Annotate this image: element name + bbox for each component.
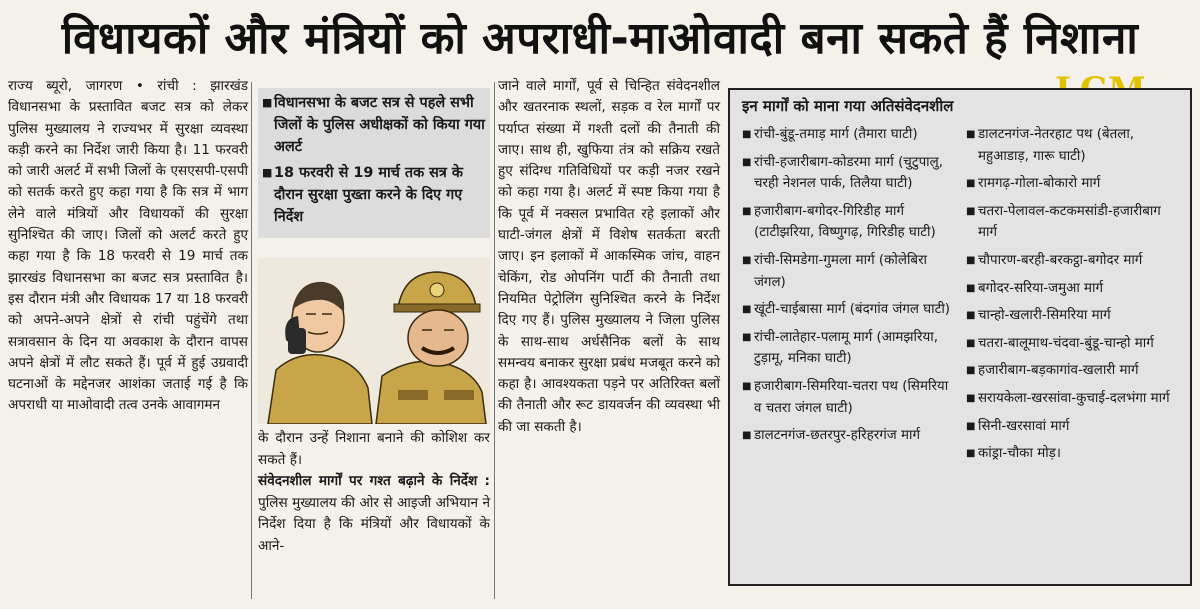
route-text: हजारीबाग-बड़कागांव-खलारी मार्ग bbox=[978, 363, 1139, 379]
route-text: कांड्रा-चौका मोड़। bbox=[978, 446, 1061, 462]
bullet-icon: ■ bbox=[742, 254, 752, 266]
route-text: चान्हो-खलारी-सिमरिया मार्ग bbox=[978, 308, 1111, 324]
bullet-icon: ■ bbox=[966, 254, 976, 266]
routes-list-right bbox=[966, 124, 1182, 471]
route-item bbox=[966, 388, 1182, 410]
column-rule bbox=[251, 82, 252, 599]
bullet-icon: ■ bbox=[966, 365, 976, 377]
sensitive-routes-box bbox=[728, 88, 1192, 586]
article-text: झारखंड विधानसभा के प्रस्तावित बजट सत्र को लेकर पुलिस मुख्यालय ने राज्यभर में सुरक्षा व्यवस्था कड़ी करने का निर्देश जारी किया है। 11 फरवरी को जारी अलर्ट में सभी जिलों के एसएसपी-एसपी को सतर्क करते हुए कहा गया है कि सत्र में भाग लेने वाले मंत्रियों और विधायकों की सुरक्षा सुनिश्चित की जाए। जिलों को अलर्ट करते हुए कहा गया है कि 18 फरवरी से 19 मार्च तक झारखंड विधानसभा का बजट सत्र प्रस्तावित है। इस दौरान मंत्री और विधायक 17 या 18 फरवरी को अपने-अपने क्षेत्रों से रांची पहुंचेंगे तथा सत्रावसान के दिन या अवकाश के दौरान वापस अपने क्षेत्रों में लौट सकते हैं। पूर्व में हुई उग्रवादी घटनाओं के मद्देनजर आशंका जताई गई है कि अपराधी या माओवादी तत्व उनके आवागमन bbox=[8, 78, 248, 414]
route-item bbox=[742, 327, 958, 370]
bullet-icon: ■ bbox=[742, 205, 752, 217]
highlight-text: 18 फरवरी से 19 मार्च तक सत्र के दौरान सुरक्षा पुख्ता करने के दिए गए निर्देश bbox=[274, 165, 463, 225]
article-text: पुलिस मुख्यालय की ओर से आइजी अभियान ने निर्देश दिया है कि मंत्रियों और विधायकों के आने- bbox=[258, 494, 490, 554]
bullet-icon: ■ bbox=[966, 282, 976, 294]
route-item bbox=[966, 416, 1182, 438]
headline: विधायकों और मंत्रियों को अपराधी-माओवादी बना सकते हैं निशाना bbox=[61, 13, 1139, 64]
route-item bbox=[966, 443, 1182, 465]
bullet-icon: ■ bbox=[966, 178, 976, 190]
byline: राज्य ब्यूरो, जागरण • रांची : bbox=[8, 78, 211, 94]
route-item bbox=[966, 360, 1182, 382]
article-column-1 bbox=[8, 76, 248, 603]
article-column-2 bbox=[258, 428, 490, 557]
bullet-icon: ■ bbox=[966, 337, 976, 349]
bullet-icon: ■ bbox=[742, 304, 752, 316]
police-officers-illustration-icon bbox=[258, 258, 490, 424]
route-item bbox=[966, 250, 1182, 272]
route-item bbox=[742, 425, 958, 447]
bullet-icon: ■ bbox=[742, 331, 752, 343]
route-text: खूंटी-चाईबासा मार्ग (बंदगांव जंगल घाटी) bbox=[754, 302, 951, 318]
route-text: हजारीबाग-सिमरिया-चतरा पथ (सिमरिया व चतरा जंगल घाटी) bbox=[754, 378, 949, 416]
route-text: चौपारण-बरही-बरकट्ठा-बगोदर मार्ग bbox=[978, 252, 1143, 268]
route-item bbox=[742, 124, 958, 146]
bullet-icon: ■ bbox=[742, 430, 752, 442]
article-body-1 bbox=[8, 76, 248, 417]
route-text: रांची-बुंडू-तमाड़ मार्ग (तैमारा घाटी) bbox=[754, 127, 918, 142]
route-text: रांची-सिमडेगा-गुमला मार्ग (कोलेबिरा जंगल) bbox=[754, 252, 928, 290]
column-rule bbox=[494, 82, 495, 599]
highlight-text: विधानसभा के बजट सत्र से पहले सभी जिलों के पुलिस अधीक्षकों को किया गया अलर्ट bbox=[274, 95, 485, 155]
route-text: हजारीबाग-बगोदर-गिरिडीह मार्ग (टाटीझरिया, विष्णुगढ़, गिरिडीह घाटी) bbox=[754, 203, 936, 241]
highlight-item bbox=[262, 92, 486, 158]
subhead: संवेदनशील मार्गों पर गश्त बढ़ाने के निर्देश : bbox=[258, 473, 490, 489]
route-text: बगोदर-सरिया-जमुआ मार्ग bbox=[978, 280, 1104, 296]
route-item bbox=[966, 201, 1182, 244]
routes-list-left bbox=[742, 124, 958, 453]
route-item bbox=[966, 305, 1182, 327]
bullet-icon: ■ bbox=[742, 129, 752, 140]
bullet-icon: ■ bbox=[262, 96, 273, 109]
bullet-icon: ■ bbox=[742, 156, 752, 168]
route-item bbox=[966, 333, 1182, 355]
route-text: रामगढ़-गोला-बोकारो मार्ग bbox=[978, 176, 1101, 192]
police-illustration bbox=[258, 258, 490, 424]
bullet-icon: ■ bbox=[966, 420, 976, 432]
article-body-2: के दौरान उन्हें निशाना बनाने की कोशिश कर सकते हैं। bbox=[258, 430, 490, 468]
article-column-3 bbox=[498, 76, 720, 603]
box-title: इन मार्गों को माना गया अतिसंवेदनशील bbox=[742, 97, 954, 115]
route-item bbox=[966, 124, 1182, 167]
route-text: चतरा-बालूमाथ-चंदवा-बुंडू-चान्हो मार्ग bbox=[978, 335, 1154, 351]
highlights-box bbox=[258, 88, 490, 238]
article-body-3: जाने वाले मार्गों, पूर्व से चिन्हित संवेदनशील और खतरनाक स्थलों, सड़क व रेल मार्गों पर पर्याप्त संख्या में गश्ती दलों की तैनाती की जाए। साथ ही, खुफिया तंत्र को सक्रिय रखते हुए संदिग्ध गतिविधियों पर कड़ी नजर रखने को कहा गया है। अलर्ट में स्पष्ट किया गया है कि पूर्व में नक्सल प्रभावित रहे इलाकों और घाटी-जंगल क्षेत्रों में विशेष सतर्कता बरती जाए। इन इलाकों में आकस्मिक जांच, वाहन चेकिंग, रोड ओपनिंग पार्टी की तैनाती तथा नियमित पेट्रोलिंग सुनिश्चित करने के निर्देश दिए गए हैं। पुलिस मुख्यालय ने जिला पुलिस के साथ-साथ अर्धसैनिक बलों के साथ समन्वय बनाकर सुरक्षा प्रबंध मजबूत करने को कहा है। आवश्यकता पड़ने पर अतिरिक्त बलों की तैनाती और रूट डायवर्जन की व्यवस्था भी की जा सकती है। bbox=[498, 78, 720, 435]
route-text: सिनी-खरसावां मार्ग bbox=[978, 418, 1070, 434]
bullet-icon: ■ bbox=[966, 310, 976, 322]
route-text: डालटनगंज-नेतरहाट पथ (बेतला, महुआडाड़, गारू घाटी) bbox=[978, 127, 1135, 164]
route-text: सरायकेला-खरसांवा-कुचाई-दलभंगा मार्ग bbox=[978, 390, 1170, 406]
route-text: रांची-लातेहार-पलामू मार्ग (आमझरिया, टुड़ामू, मनिका घाटी) bbox=[754, 329, 938, 367]
bullet-icon: ■ bbox=[966, 392, 976, 404]
bullet-icon: ■ bbox=[966, 205, 976, 217]
route-item bbox=[742, 376, 958, 419]
route-item bbox=[742, 152, 958, 195]
highlight-item bbox=[262, 162, 486, 228]
route-item bbox=[742, 201, 958, 244]
route-item bbox=[742, 250, 958, 293]
route-text: चतरा-पेलावल-कटकमसांडी-हजारीबाग मार्ग bbox=[978, 203, 1161, 241]
route-item bbox=[966, 278, 1182, 300]
route-item bbox=[966, 173, 1182, 195]
route-item bbox=[742, 299, 958, 321]
route-text: रांची-हजारीबाग-कोडरमा मार्ग (चुटुपालु, चरही नेशनल पार्क, तिलैया घाटी) bbox=[754, 154, 943, 192]
bullet-icon: ■ bbox=[966, 129, 976, 140]
bullet-icon: ■ bbox=[742, 380, 752, 392]
article-body-2b bbox=[258, 471, 490, 557]
route-text: डालटनगंज-छतरपुर-हरिहरगंज मार्ग bbox=[754, 428, 920, 444]
bullet-icon: ■ bbox=[262, 166, 273, 179]
bullet-icon: ■ bbox=[966, 448, 976, 460]
